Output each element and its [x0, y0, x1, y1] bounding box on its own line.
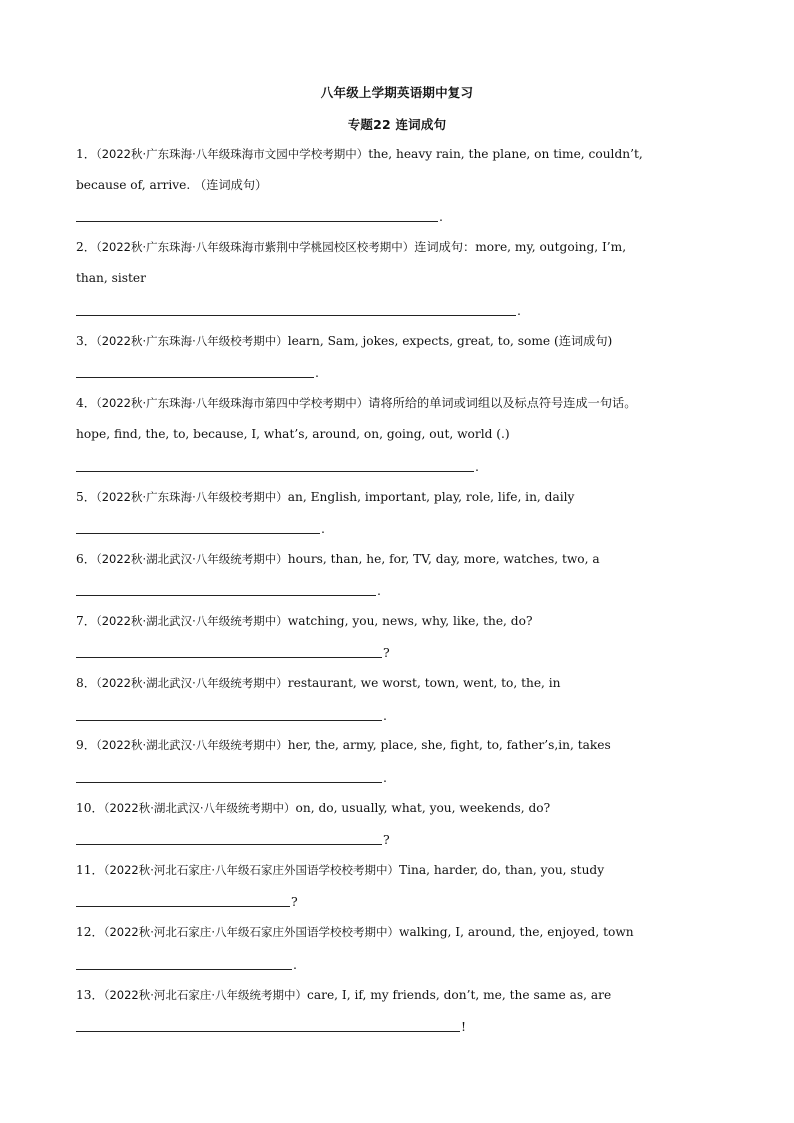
question-number: 10． — [76, 801, 104, 815]
question-number: 3． — [76, 334, 96, 348]
answer-line-11[interactable] — [76, 892, 290, 907]
question-number: 12． — [76, 925, 104, 939]
question-number: 6． — [76, 552, 96, 566]
answer-line-1[interactable] — [76, 207, 438, 222]
answer-end-mark-8: . — [383, 708, 387, 723]
question-source: （2022秋·广东珠海·八年级校考期中） — [95, 490, 288, 504]
question-number: 4． — [76, 396, 96, 410]
question-2 — [76, 232, 756, 294]
question-number: 9． — [76, 738, 96, 752]
question-text: walking, I, around, the, enjoyed, town — [399, 925, 634, 939]
answer-end-mark-4: . — [475, 459, 479, 474]
answer-line-10[interactable] — [76, 830, 382, 845]
question-text: learn, Sam, jokes, expects, great, to, some (连词成句) — [287, 334, 613, 348]
question-source: （2022秋·湖北武汉·八年级统考期中） — [95, 614, 288, 628]
answer-line-5[interactable] — [76, 519, 320, 534]
answer-end-mark-13: ! — [461, 1019, 467, 1034]
question-text: restaurant, we worst, town, went, to, the, in — [287, 676, 561, 690]
question-3 — [76, 326, 756, 357]
answer-end-mark-3: . — [315, 365, 319, 380]
answer-line-4[interactable] — [76, 457, 474, 472]
question-text-line2: because of, arrive. （连词成句） — [76, 178, 268, 192]
question-source: （2022秋·广东珠海·八年级校考期中） — [95, 334, 288, 348]
answer-end-mark-2: . — [517, 303, 521, 318]
question-number: 11． — [76, 863, 104, 877]
question-text: the, heavy rain, the plane, on time, couldn’t, — [368, 147, 643, 161]
answer-end-mark-7: ? — [383, 645, 390, 660]
document-subtitle: 专题22 连词成句 — [347, 117, 447, 132]
question-7 — [76, 606, 756, 637]
question-text: watching, you, news, why, like, the, do? — [287, 614, 533, 628]
question-text: 请将所给的单词或词组以及标点符号连成一句话。 — [368, 396, 637, 410]
question-source: （2022秋·河北石家庄·八年级石家庄外国语学校校考期中） — [103, 863, 400, 877]
question-10 — [76, 793, 756, 824]
question-text-line2: than, sister — [76, 271, 146, 285]
question-source: （2022秋·广东珠海·八年级珠海市第四中学校考期中） — [95, 396, 369, 410]
answer-line-8[interactable] — [76, 706, 382, 721]
answer-end-mark-12: . — [293, 957, 297, 972]
question-source: （2022秋·河北石家庄·八年级统考期中） — [103, 988, 308, 1002]
question-text: on, do, usually, what, you, weekends, do? — [295, 801, 551, 815]
question-source: （2022秋·河北石家庄·八年级石家庄外国语学校校考期中） — [103, 925, 400, 939]
question-number: 5． — [76, 490, 96, 504]
question-text: hours, than, he, for, TV, day, more, watches, two, a — [287, 552, 600, 566]
answer-line-9[interactable] — [76, 768, 382, 783]
question-number: 2． — [76, 240, 96, 254]
question-9 — [76, 730, 756, 761]
answer-line-13[interactable] — [76, 1017, 460, 1032]
question-number: 13． — [76, 988, 104, 1002]
answer-end-mark-6: . — [377, 583, 381, 598]
answer-end-mark-11: ? — [291, 894, 298, 909]
question-12 — [76, 917, 756, 948]
question-text: 连词成句：more, my, outgoing, I’m, — [414, 240, 627, 254]
question-source: （2022秋·广东珠海·八年级珠海市紫荆中学桃园校区校考期中） — [95, 240, 415, 254]
question-1 — [76, 139, 756, 201]
question-source: （2022秋·湖北武汉·八年级统考期中） — [95, 676, 288, 690]
answer-end-mark-5: . — [321, 521, 325, 536]
question-text-line2: hope, find, the, to, because, I, what’s, around, on, going, out, world (.) — [76, 427, 510, 441]
answer-end-mark-1: . — [439, 209, 443, 224]
question-4 — [76, 388, 756, 450]
answer-line-2[interactable] — [76, 301, 516, 316]
question-13 — [76, 980, 756, 1011]
question-text: her, the, army, place, she, fight, to, father’s,in, takes — [287, 738, 611, 752]
question-source: （2022秋·湖北武汉·八年级统考期中） — [95, 552, 288, 566]
answer-end-mark-10: ? — [383, 832, 390, 847]
question-text: Tina, harder, do, than, you, study — [399, 863, 605, 877]
question-8 — [76, 668, 756, 699]
question-6 — [76, 544, 756, 575]
answer-line-7[interactable] — [76, 643, 382, 658]
question-number: 1． — [76, 147, 96, 161]
answer-line-12[interactable] — [76, 955, 292, 970]
question-5 — [76, 482, 756, 513]
answer-line-3[interactable] — [76, 363, 314, 378]
question-11 — [76, 855, 756, 886]
question-number: 8． — [76, 676, 96, 690]
question-source: （2022秋·广东珠海·八年级珠海市文园中学校考期中） — [95, 147, 369, 161]
question-text: an, English, important, play, role, life, in, daily — [287, 490, 575, 504]
answer-line-6[interactable] — [76, 581, 376, 596]
answer-end-mark-9: . — [383, 770, 387, 785]
question-source: （2022秋·湖北武汉·八年级统考期中） — [103, 801, 296, 815]
question-source: （2022秋·湖北武汉·八年级统考期中） — [95, 738, 288, 752]
question-text: care, I, if, my friends, don’t, me, the same as, are — [307, 988, 612, 1002]
document-title: 八年级上学期英语期中复习 — [320, 85, 474, 100]
question-number: 7． — [76, 614, 96, 628]
